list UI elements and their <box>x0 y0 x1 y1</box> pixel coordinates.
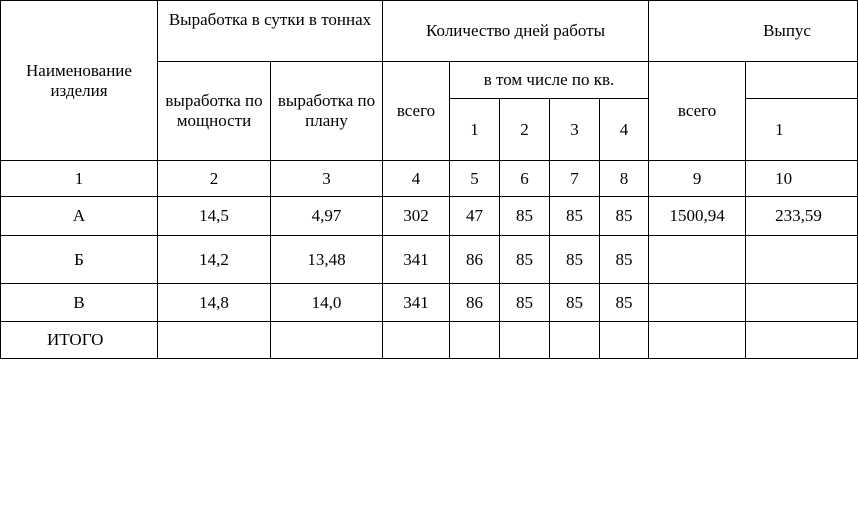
row-q4: 85 <box>600 197 649 236</box>
header-name: Наименование изделия <box>1 1 158 161</box>
row-capacity: 14,2 <box>158 236 271 284</box>
total-cell <box>271 322 383 359</box>
header-q3: 3 <box>550 99 600 161</box>
header-output-per-day: Выработка в сутки в тоннах <box>158 1 383 62</box>
row-name: В <box>1 284 158 322</box>
col-number: 8 <box>600 161 649 197</box>
total-cell <box>649 322 746 359</box>
row-q2: 85 <box>500 284 550 322</box>
row-release-q1 <box>746 236 858 284</box>
row-release-q1 <box>746 284 858 322</box>
row-q4: 85 <box>600 236 649 284</box>
header-release: Выпус <box>649 1 858 62</box>
row-name: А <box>1 197 158 236</box>
row-days-total: 341 <box>383 284 450 322</box>
row-q2: 85 <box>500 236 550 284</box>
header-q1: 1 <box>450 99 500 161</box>
row-q2: 85 <box>500 197 550 236</box>
header-days-total: всего <box>383 62 450 161</box>
row-q4: 85 <box>600 284 649 322</box>
header-release-q1: 1 <box>746 99 858 161</box>
row-capacity: 14,5 <box>158 197 271 236</box>
table-row <box>1 236 858 284</box>
total-cell <box>600 322 649 359</box>
col-number: 1 <box>1 161 158 197</box>
col-number: 2 <box>158 161 271 197</box>
row-capacity: 14,8 <box>158 284 271 322</box>
total-cell <box>550 322 600 359</box>
row-plan: 4,97 <box>271 197 383 236</box>
header-q2: 2 <box>500 99 550 161</box>
row-q3: 85 <box>550 284 600 322</box>
row-q1: 47 <box>450 197 500 236</box>
col-number: 3 <box>271 161 383 197</box>
col-number: 6 <box>500 161 550 197</box>
table-row <box>1 197 858 236</box>
table-row <box>1 284 858 322</box>
row-q1: 86 <box>450 236 500 284</box>
row-q1: 86 <box>450 284 500 322</box>
col-number: 5 <box>450 161 500 197</box>
row-days-total: 302 <box>383 197 450 236</box>
header-working-days: Количество дней работы <box>383 1 649 62</box>
col-number: 10 <box>746 161 858 197</box>
row-release-total <box>649 236 746 284</box>
col-number: 7 <box>550 161 600 197</box>
total-label: ИТОГО <box>1 322 158 359</box>
total-row <box>1 322 858 359</box>
header-q4: 4 <box>600 99 649 161</box>
header-by-quarter: в том числе по кв. <box>450 62 649 99</box>
total-cell <box>450 322 500 359</box>
row-q3: 85 <box>550 197 600 236</box>
row-plan: 13,48 <box>271 236 383 284</box>
row-name: Б <box>1 236 158 284</box>
row-days-total: 341 <box>383 236 450 284</box>
total-cell <box>500 322 550 359</box>
header-output-plan: выработка по плану <box>271 62 383 161</box>
col-number: 4 <box>383 161 450 197</box>
row-release-q1: 233,59 <box>746 197 858 236</box>
total-cell <box>746 322 858 359</box>
column-number-row <box>1 161 858 197</box>
row-release-total: 1500,94 <box>649 197 746 236</box>
row-plan: 14,0 <box>271 284 383 322</box>
total-cell <box>158 322 271 359</box>
row-release-total <box>649 284 746 322</box>
total-cell <box>383 322 450 359</box>
row-q3: 85 <box>550 236 600 284</box>
header-output-capacity: выработка по мощности <box>158 62 271 161</box>
col-number: 9 <box>649 161 746 197</box>
header-release-sub <box>746 62 858 99</box>
header-release-total: всего <box>649 62 746 161</box>
